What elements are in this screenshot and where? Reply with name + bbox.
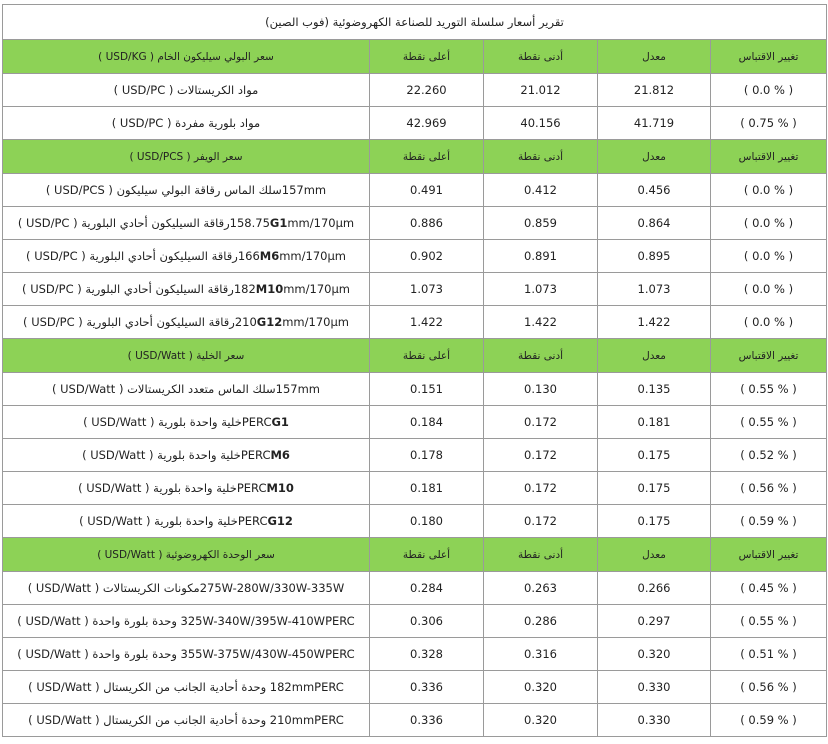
product-label: PERC وحدة بلورة واحدة ( USD/Watt )	[17, 647, 355, 661]
change-value: ( 0.59 % )	[711, 704, 827, 737]
header-change: تغيير الاقتباس	[711, 40, 827, 74]
header-avg: معدل	[598, 339, 711, 373]
change-value: ( 0.45 % )	[711, 572, 827, 605]
low-value: 0.891	[484, 240, 598, 273]
low-value: 1.073	[484, 273, 598, 306]
product-size: 210	[234, 315, 257, 329]
product-size: 158.75	[229, 216, 270, 230]
change-value: ( 0.0 % )	[711, 240, 827, 273]
table-row	[3, 74, 827, 107]
change-value: ( 0.0 % )	[711, 207, 827, 240]
high-value: 0.284	[370, 572, 484, 605]
low-value: 1.422	[484, 306, 598, 339]
section-header	[3, 140, 827, 174]
product-grade: G1	[271, 415, 289, 429]
change-value: ( 0.55 % )	[711, 373, 827, 406]
section-title: سعر البولي سيليكون الخام ( USD/KG )	[3, 40, 370, 74]
low-value: 0.320	[484, 671, 598, 704]
header-high: أعلى نقطة	[370, 339, 484, 373]
product-label: PERC وحدة أحادية الجانب من الكريستال ( USD/Watt )	[28, 713, 344, 727]
product-size: 157	[275, 382, 298, 396]
product-name	[3, 605, 370, 638]
change-value: ( 0.55 % )	[711, 605, 827, 638]
table-row	[3, 671, 827, 704]
section-header	[3, 339, 827, 373]
product-size: 182	[233, 282, 256, 296]
high-value: 0.306	[370, 605, 484, 638]
change-value: ( 0.55 % )	[711, 406, 827, 439]
low-value: 0.172	[484, 406, 598, 439]
table-row	[3, 505, 827, 538]
avg-value: 41.719	[598, 107, 711, 140]
high-value: 0.181	[370, 472, 484, 505]
product-size: 182mm	[269, 680, 315, 694]
low-value: 0.172	[484, 439, 598, 472]
header-low: أدنى نقطة	[484, 339, 598, 373]
high-value: 1.422	[370, 306, 484, 339]
high-value: 0.886	[370, 207, 484, 240]
high-value: 0.178	[370, 439, 484, 472]
avg-value: 0.456	[598, 174, 711, 207]
price-report	[2, 4, 827, 737]
low-value: 21.012	[484, 74, 598, 107]
header-high: أعلى نقطة	[370, 538, 484, 572]
product-size: 210mm	[269, 713, 315, 727]
avg-value: 0.181	[598, 406, 711, 439]
header-high: أعلى نقطة	[370, 40, 484, 74]
product-size: 355W-375W/430W-450W	[180, 647, 326, 661]
table-row	[3, 174, 827, 207]
change-value: ( 0.0 % )	[711, 74, 827, 107]
section-title: سعر الويفر ( USD/PCS )	[3, 140, 370, 174]
product-name	[3, 174, 370, 207]
avg-value: 1.422	[598, 306, 711, 339]
product-name	[3, 704, 370, 737]
product-size: PERC	[236, 481, 267, 495]
change-value: ( 0.56 % )	[711, 472, 827, 505]
table-row	[3, 605, 827, 638]
change-value: ( 0.52 % )	[711, 439, 827, 472]
change-value: ( 0.75 % )	[711, 107, 827, 140]
header-low: أدنى نقطة	[484, 40, 598, 74]
table-row	[3, 306, 827, 339]
high-value: 42.969	[370, 107, 484, 140]
product-grade: M10	[266, 481, 294, 495]
product-label: خلية واحدة بلورية ( USD/Watt )	[82, 448, 241, 462]
header-avg: معدل	[598, 40, 711, 74]
product-name	[3, 572, 370, 605]
table-row	[3, 406, 827, 439]
high-value: 0.336	[370, 671, 484, 704]
product-name	[3, 207, 370, 240]
avg-value: 0.175	[598, 505, 711, 538]
change-value: ( 0.59 % )	[711, 505, 827, 538]
header-avg: معدل	[598, 538, 711, 572]
table-row	[3, 207, 827, 240]
product-label: خلية واحدة بلورية ( USD/Watt )	[79, 514, 238, 528]
product-grade: M6	[259, 249, 280, 263]
avg-value: 0.175	[598, 439, 711, 472]
product-size: PERC	[240, 448, 271, 462]
product-grade: M10	[255, 282, 284, 296]
high-value: 0.151	[370, 373, 484, 406]
section-header	[3, 538, 827, 572]
table-row	[3, 373, 827, 406]
change-value: ( 0.0 % )	[711, 273, 827, 306]
header-avg: معدل	[598, 140, 711, 174]
product-name: مواد بلورية مفردة ( USD/PC )	[3, 107, 370, 140]
low-value: 0.172	[484, 505, 598, 538]
header-high: أعلى نقطة	[370, 140, 484, 174]
avg-value: 0.895	[598, 240, 711, 273]
product-label: خلية واحدة بلورية ( USD/Watt )	[83, 415, 242, 429]
price-table	[2, 4, 827, 737]
change-value: ( 0.0 % )	[711, 306, 827, 339]
product-label: mm/170μmرقاقة السيليكون أحادي البلورية ( USD/PC )	[23, 315, 349, 329]
product-label: mm/170μmرقاقة السيليكون أحادي البلورية ( USD/PC )	[22, 282, 350, 296]
section-title: سعر الوحدة الكهروضوئية ( USD/Watt )	[3, 538, 370, 572]
header-change: تغيير الاقتباس	[711, 538, 827, 572]
report-title: تقرير أسعار سلسلة التوريد للصناعة الكهروضوئية (فوب الصين)	[3, 5, 827, 40]
low-value: 0.130	[484, 373, 598, 406]
product-size: 157	[281, 183, 304, 197]
product-size: 275W-280W/330W-335W	[199, 581, 345, 595]
high-value: 0.180	[370, 505, 484, 538]
header-change: تغيير الاقتباس	[711, 140, 827, 174]
table-row	[3, 273, 827, 306]
low-value: 0.263	[484, 572, 598, 605]
product-grade: G12	[267, 514, 293, 528]
table-row	[3, 638, 827, 671]
avg-value: 0.330	[598, 704, 711, 737]
product-label: mmسلك الماس متعدد الكريستالات ( USD/Watt )	[51, 382, 320, 396]
product-size: PERC	[241, 415, 272, 429]
product-label: مكونات الكريستالات ( USD/Watt )	[27, 581, 200, 595]
product-label: PERC وحدة أحادية الجانب من الكريستال ( USD/Watt )	[28, 680, 344, 694]
table-row	[3, 704, 827, 737]
product-size: PERC	[237, 514, 268, 528]
change-value: ( 0.56 % )	[711, 671, 827, 704]
product-grade: M6	[270, 448, 290, 462]
product-name	[3, 306, 370, 339]
low-value: 0.320	[484, 704, 598, 737]
avg-value: 0.266	[598, 572, 711, 605]
table-row	[3, 572, 827, 605]
product-name	[3, 505, 370, 538]
product-label: خلية واحدة بلورية ( USD/Watt )	[78, 481, 237, 495]
avg-value: 1.073	[598, 273, 711, 306]
high-value: 0.184	[370, 406, 484, 439]
product-name	[3, 439, 370, 472]
product-grade: G1	[269, 216, 288, 230]
product-size: 325W-340W/395W-410W	[180, 614, 326, 628]
table-row	[3, 472, 827, 505]
low-value: 0.412	[484, 174, 598, 207]
product-label: mm/170μmرقاقة السيليكون أحادي البلورية ( USD/PC )	[17, 216, 355, 230]
high-value: 0.336	[370, 704, 484, 737]
low-value: 0.859	[484, 207, 598, 240]
avg-value: 0.330	[598, 671, 711, 704]
table-row	[3, 240, 827, 273]
product-label: PERC وحدة بلورة واحدة ( USD/Watt )	[17, 614, 355, 628]
high-value: 22.260	[370, 74, 484, 107]
product-size: 166	[237, 249, 260, 263]
low-value: 0.172	[484, 472, 598, 505]
table-row	[3, 107, 827, 140]
product-name	[3, 373, 370, 406]
high-value: 1.073	[370, 273, 484, 306]
low-value: 0.316	[484, 638, 598, 671]
section-header	[3, 40, 827, 74]
product-name: مواد الكريستالات ( USD/PC )	[3, 74, 370, 107]
low-value: 40.156	[484, 107, 598, 140]
product-name	[3, 406, 370, 439]
product-grade: G12	[256, 315, 283, 329]
product-label: mm/170μmرقاقة السيليكون أحادي البلورية ( USD/PC )	[26, 249, 346, 263]
header-low: أدنى نقطة	[484, 140, 598, 174]
section-title: سعر الخلية ( USD/Watt )	[3, 339, 370, 373]
avg-value: 0.175	[598, 472, 711, 505]
change-value: ( 0.51 % )	[711, 638, 827, 671]
change-value: ( 0.0 % )	[711, 174, 827, 207]
low-value: 0.286	[484, 605, 598, 638]
header-low: أدنى نقطة	[484, 538, 598, 572]
product-name	[3, 273, 370, 306]
avg-value: 0.864	[598, 207, 711, 240]
product-name	[3, 240, 370, 273]
avg-value: 0.320	[598, 638, 711, 671]
high-value: 0.328	[370, 638, 484, 671]
avg-value: 0.135	[598, 373, 711, 406]
high-value: 0.902	[370, 240, 484, 273]
table-row	[3, 439, 827, 472]
avg-value: 0.297	[598, 605, 711, 638]
product-label: mmسلك الماس رقاقة البولي سيليكون ( USD/PCS )	[45, 183, 327, 197]
header-change: تغيير الاقتباس	[711, 339, 827, 373]
product-name	[3, 472, 370, 505]
product-name	[3, 638, 370, 671]
avg-value: 21.812	[598, 74, 711, 107]
product-name	[3, 671, 370, 704]
high-value: 0.491	[370, 174, 484, 207]
